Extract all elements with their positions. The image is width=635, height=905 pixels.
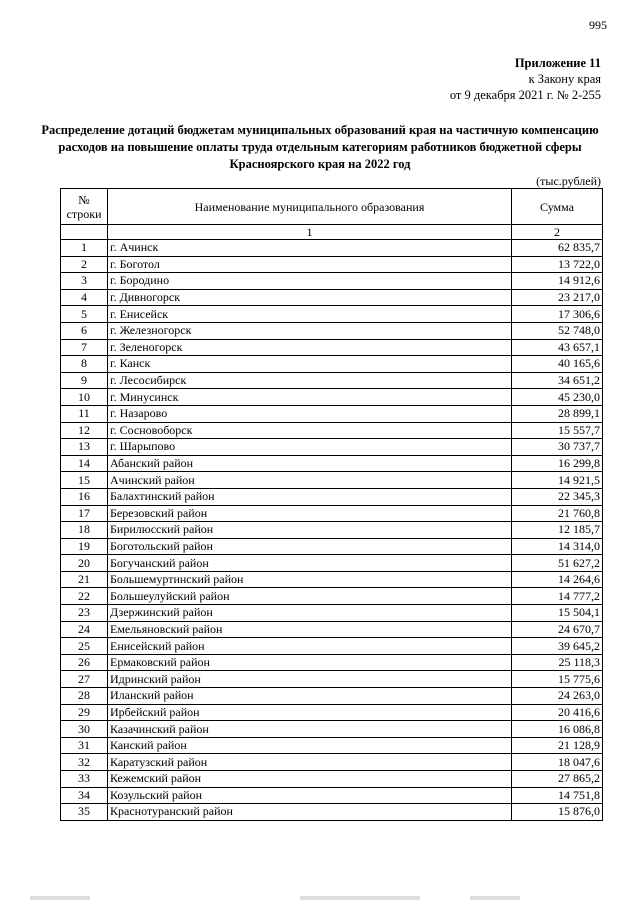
sum-cell: 14 314,0 [512,538,603,555]
sum-cell: 22 345,3 [512,488,603,505]
row-number-cell: 15 [61,472,108,489]
sum-cell: 14 751,8 [512,787,603,804]
scan-artifact [470,896,520,900]
sum-cell: 28 899,1 [512,405,603,422]
municipality-name-cell: Краснотуранский район [108,804,512,821]
sum-cell: 21 128,9 [512,737,603,754]
municipality-name-cell: г. Сосновоборск [108,422,512,439]
sum-cell: 15 775,6 [512,671,603,688]
row-number-cell: 20 [61,555,108,572]
municipality-name-cell: Балахтинский район [108,488,512,505]
scan-artifact [30,896,90,900]
sum-cell: 24 263,0 [512,688,603,705]
municipality-name-cell: Емельяновский район [108,621,512,638]
page-number: 995 [589,18,607,32]
municipality-name-cell: Ермаковский район [108,654,512,671]
municipality-name-cell: Кежемский район [108,771,512,788]
municipality-name-cell: Дзержинский район [108,605,512,622]
municipality-name-cell: Каратузский район [108,754,512,771]
table-row [61,688,603,705]
row-number-cell: 13 [61,439,108,456]
table-row [61,505,603,522]
municipality-name-cell: Богучанский район [108,555,512,572]
sum-cell: 62 835,7 [512,240,603,257]
table-row [61,422,603,439]
municipality-name-cell: г. Канск [108,356,512,373]
sum-cell: 14 264,6 [512,571,603,588]
sum-cell: 13 722,0 [512,256,603,273]
row-number-cell: 28 [61,688,108,705]
municipality-name-cell: г. Дивногорск [108,289,512,306]
index-cell-1: 1 [108,225,512,240]
appendix-block [450,55,601,103]
municipality-name-cell: Боготольский район [108,538,512,555]
municipality-name-cell: г. Минусинск [108,389,512,406]
sum-cell: 52 748,0 [512,322,603,339]
table-header-row [61,189,603,225]
row-number-cell: 34 [61,787,108,804]
sum-cell: 51 627,2 [512,555,603,572]
row-number-cell: 33 [61,771,108,788]
header-sum: Сумма [512,189,603,225]
table-row [61,754,603,771]
table-row [61,256,603,273]
table-row [61,522,603,539]
municipality-name-cell: г. Боготол [108,256,512,273]
sum-cell: 27 865,2 [512,771,603,788]
row-number-cell: 29 [61,704,108,721]
table-row [61,538,603,555]
row-number-cell: 16 [61,488,108,505]
row-number-cell: 26 [61,654,108,671]
row-number-cell: 19 [61,538,108,555]
document-title: Распределение дотаций бюджетам муниципальных образований края на частичную компенсацию расходов на повышение оплаты труда отдельным категориям работников бюджетной сферы Красноярского края на 2022 год [41,123,599,171]
table-row [61,605,603,622]
table-row [61,654,603,671]
table-row [61,273,603,290]
table-row [61,339,603,356]
row-number-cell: 30 [61,721,108,738]
sum-cell: 45 230,0 [512,389,603,406]
table-row [61,571,603,588]
table-row [61,322,603,339]
municipality-name-cell: Ирбейский район [108,704,512,721]
municipality-name-cell: Большеулуйский район [108,588,512,605]
table-row [61,455,603,472]
municipality-name-cell: Бирилюсский район [108,522,512,539]
municipality-name-cell: г. Енисейск [108,306,512,323]
row-number-cell: 23 [61,605,108,622]
row-number-cell: 32 [61,754,108,771]
municipality-name-cell: Енисейский район [108,638,512,655]
appendix-law-date: от 9 декабря 2021 г. № 2-255 [449,88,601,102]
row-number-cell: 12 [61,422,108,439]
table-row [61,289,603,306]
municipality-name-cell: г. Железногорск [108,322,512,339]
sum-cell: 40 165,6 [512,356,603,373]
municipality-name-cell: г. Лесосибирск [108,372,512,389]
sum-cell: 39 645,2 [512,638,603,655]
table-row [61,405,603,422]
table-row [61,555,603,572]
row-number-cell: 9 [61,372,108,389]
table-row [61,240,603,257]
sum-cell: 25 118,3 [512,654,603,671]
row-number-cell: 4 [61,289,108,306]
sum-cell: 17 306,6 [512,306,603,323]
row-number-cell: 17 [61,505,108,522]
appendix-law-reference: к Закону края [528,72,601,86]
municipality-name-cell: Большемуртинский район [108,571,512,588]
municipality-name-cell: Идринский район [108,671,512,688]
row-number-cell: 2 [61,256,108,273]
table-row [61,721,603,738]
sum-cell: 30 737,7 [512,439,603,456]
table-row [61,787,603,804]
municipality-name-cell: Казачинский район [108,721,512,738]
row-number-cell: 10 [61,389,108,406]
table-row [61,737,603,754]
row-number-cell: 35 [61,804,108,821]
table-row [61,704,603,721]
municipality-name-cell: г. Ачинск [108,240,512,257]
row-number-cell: 22 [61,588,108,605]
table-row [61,671,603,688]
row-number-cell: 8 [61,356,108,373]
table-index-row [61,225,603,240]
municipality-name-cell: г. Шарыпово [108,439,512,456]
scan-artifact [300,896,420,900]
sum-cell: 15 504,1 [512,605,603,622]
appendix-title: Приложение 11 [514,56,601,70]
budget-table [60,188,603,821]
municipality-name-cell: г. Зеленогорск [108,339,512,356]
sum-cell: 20 416,6 [512,704,603,721]
index-cell-2: 2 [512,225,603,240]
row-number-cell: 21 [61,571,108,588]
row-number-cell: 31 [61,737,108,754]
sum-cell: 16 299,8 [512,455,603,472]
unit-note: (тыс.рублей) [536,174,601,188]
sum-cell: 24 670,7 [512,621,603,638]
municipality-name-cell: Абанский район [108,455,512,472]
table-row [61,804,603,821]
municipality-name-cell: г. Бородино [108,273,512,290]
header-municipality-name: Наименование муниципального образования [108,189,512,225]
municipality-name-cell: Ачинский район [108,472,512,489]
table-row [61,621,603,638]
row-number-cell: 25 [61,638,108,655]
municipality-name-cell: Канский район [108,737,512,754]
row-number-cell: 18 [61,522,108,539]
table-row [61,389,603,406]
row-number-cell: 1 [61,240,108,257]
sum-cell: 12 185,7 [512,522,603,539]
sum-cell: 16 086,8 [512,721,603,738]
row-number-cell: 5 [61,306,108,323]
row-number-cell: 3 [61,273,108,290]
municipality-name-cell: Козульский район [108,787,512,804]
sum-cell: 18 047,6 [512,754,603,771]
row-number-cell: 24 [61,621,108,638]
municipality-name-cell: Иланский район [108,688,512,705]
municipality-name-cell: г. Назарово [108,405,512,422]
table-row [61,771,603,788]
table-row [61,372,603,389]
sum-cell: 15 876,0 [512,804,603,821]
row-number-cell: 11 [61,405,108,422]
table-row [61,356,603,373]
sum-cell: 15 557,7 [512,422,603,439]
table-row [61,306,603,323]
sum-cell: 23 217,0 [512,289,603,306]
sum-cell: 14 912,6 [512,273,603,290]
table-row [61,488,603,505]
header-row-number: № строки [61,189,108,225]
table-row [61,439,603,456]
row-number-cell: 6 [61,322,108,339]
sum-cell: 14 921,5 [512,472,603,489]
row-number-cell: 7 [61,339,108,356]
row-number-cell: 14 [61,455,108,472]
sum-cell: 34 651,2 [512,372,603,389]
sum-cell: 21 760,8 [512,505,603,522]
sum-cell: 14 777,2 [512,588,603,605]
table-row [61,472,603,489]
table-row [61,638,603,655]
table-row [61,588,603,605]
municipality-name-cell: Березовский район [108,505,512,522]
index-cell-0 [61,225,108,240]
row-number-cell: 27 [61,671,108,688]
sum-cell: 43 657,1 [512,339,603,356]
